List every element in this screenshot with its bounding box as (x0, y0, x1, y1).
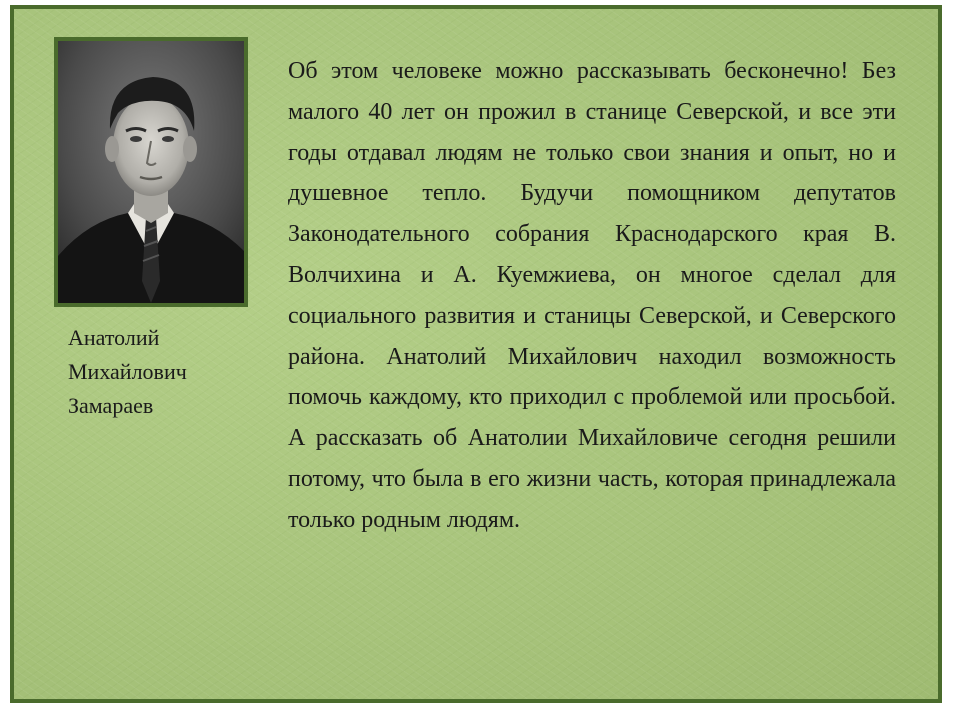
biography-paragraph: Об этом человеке можно рассказывать бесконечно! Без малого 40 лет он прожил в станице Северской, и все эти годы отдавал людям не только свои знания и опыт, но и душевное тепло. Будучи помощником депутатов Законодательного собрания Краснодарского края В. Волчихина и А. Куемжиева, он многое сделал для социального развития и станицы Северской, и Северского района. Анатолий Михайлович находил возможность помочь каждому, кто приходил с проблемой или просьбой. А рассказать об Анатолии Михайловиче сегодня решили потому, что была в его жизни часть, которая принадлежала только родным людям. (288, 58, 896, 533)
person-patronymic: Михайлович (68, 359, 187, 384)
slide (10, 5, 942, 703)
portrait-image (58, 41, 244, 303)
person-name-caption (68, 321, 258, 423)
portrait-photo (54, 37, 248, 307)
person-surname: Замараев (68, 393, 154, 418)
person-first-name: Анатолий (68, 325, 160, 350)
